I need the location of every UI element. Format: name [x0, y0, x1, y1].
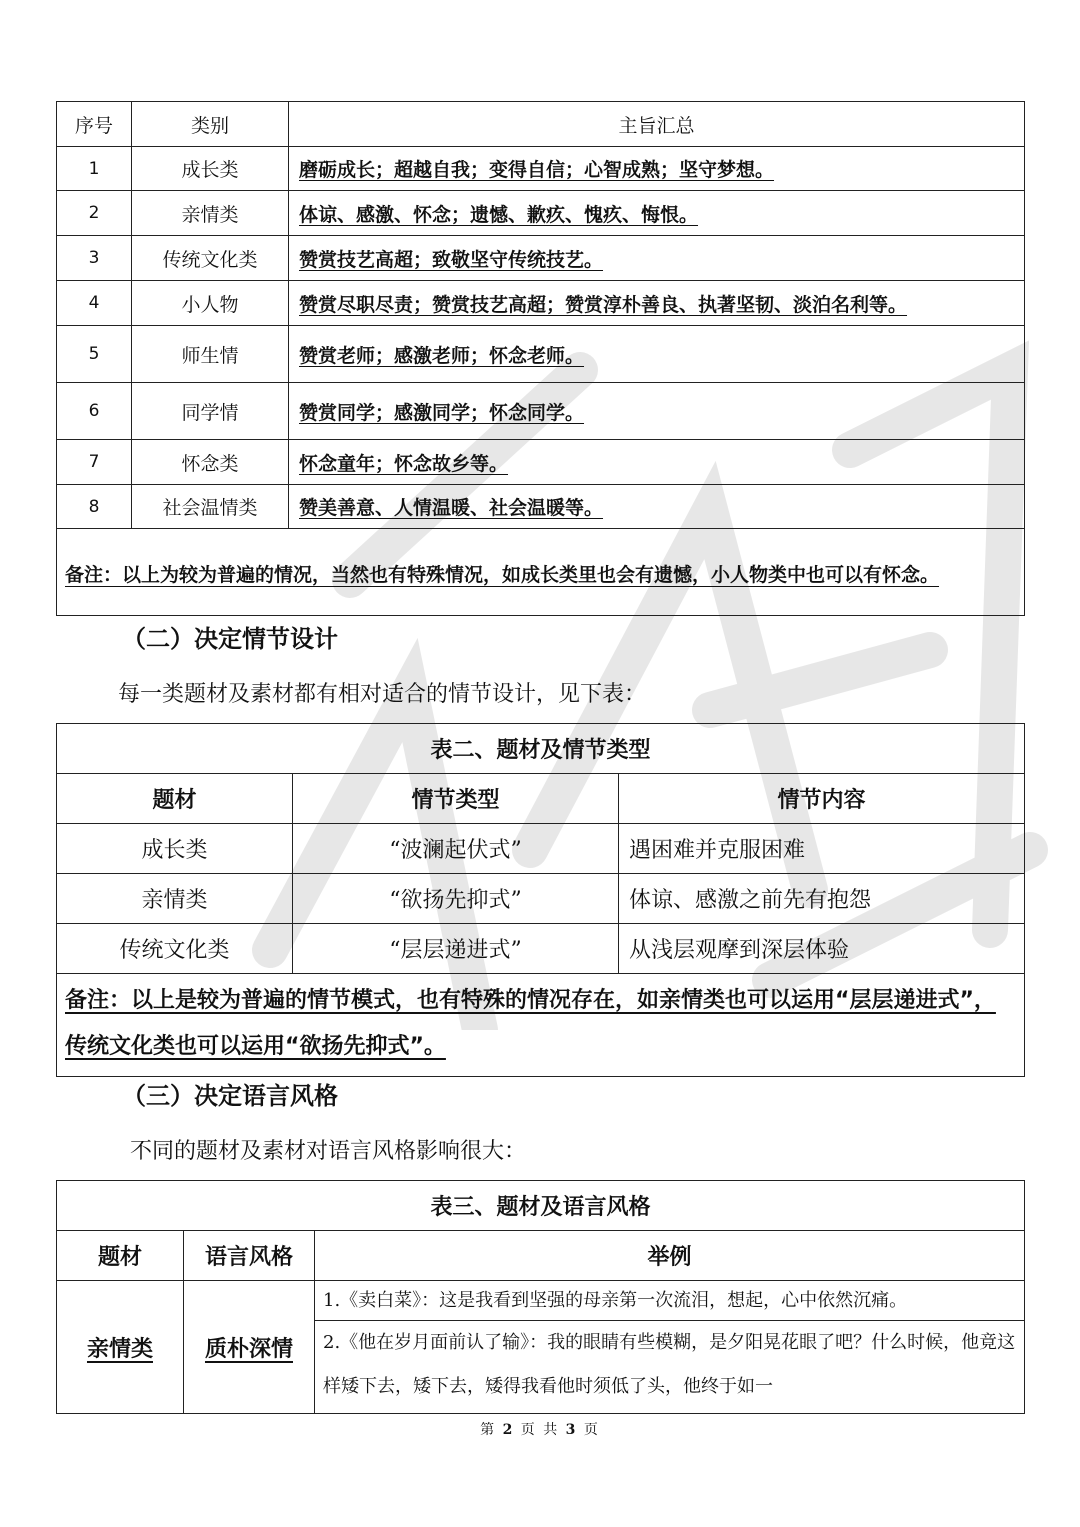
row-plot-type: “波澜起伏式”: [293, 824, 619, 874]
row-number: 7: [57, 440, 132, 485]
language-style-table: [56, 1180, 1025, 1414]
header-cell: 语言风格: [184, 1231, 315, 1281]
plot-type-table: [56, 723, 1025, 1077]
table-header-row: [57, 102, 1025, 147]
table-note-row: [57, 529, 1025, 616]
row-subject: 亲情类: [57, 874, 293, 924]
table-row: [57, 383, 1025, 440]
table-row: [57, 1281, 1025, 1321]
row-subject: 亲情类: [57, 1281, 184, 1414]
row-summary: 怀念童年；怀念故乡等。: [289, 440, 1025, 485]
row-subject: 传统文化类: [57, 924, 293, 974]
row-plot-content: 从浅层观摩到深层体验: [619, 924, 1025, 974]
table-note: 备注：以上为较为普遍的情况，当然也有特殊情况，如成长类里也会有遗憾，小人物类中也可以有怀念。: [57, 529, 1025, 616]
footer-suffix: 页: [583, 1422, 600, 1438]
table-row: [57, 824, 1025, 874]
row-summary: 磨砺成长；超越自我；变得自信；心智成熟；坚守梦想。: [289, 147, 1025, 191]
row-category: 怀念类: [132, 440, 289, 485]
row-number: 8: [57, 485, 132, 529]
header-cell: 主旨汇总: [289, 102, 1025, 147]
row-subject: 成长类: [57, 824, 293, 874]
row-summary: 赞赏老师；感激老师；怀念老师。: [289, 326, 1025, 383]
row-number: 2: [57, 191, 132, 236]
header-cell: 类别: [132, 102, 289, 147]
header-cell: 情节类型: [293, 774, 619, 824]
row-language-style: 质朴深情: [184, 1281, 315, 1414]
footer-page-number: 2: [502, 1422, 515, 1438]
row-summary: 赞美善意、人情温暖、社会温暖等。: [289, 485, 1025, 529]
header-cell: 举例: [315, 1231, 1025, 1281]
table-row: [57, 326, 1025, 383]
footer-prefix: 第: [480, 1422, 497, 1438]
header-cell: 题材: [57, 1231, 184, 1281]
row-category: 亲情类: [132, 191, 289, 236]
section-intro-3: 不同的题材及素材对语言风格影响很大：: [130, 1139, 527, 1164]
row-number: 1: [57, 147, 132, 191]
table-title: 表三、题材及语言风格: [57, 1181, 1025, 1231]
table-title-row: [57, 1181, 1025, 1231]
table-row: [57, 485, 1025, 529]
row-summary: 赞赏技艺高超；致敬坚守传统技艺。: [289, 236, 1025, 281]
section-heading-3: （三）决定语言风格: [122, 1082, 338, 1110]
row-category: 社会温情类: [132, 485, 289, 529]
row-category: 师生情: [132, 326, 289, 383]
row-category: 成长类: [132, 147, 289, 191]
table-note: 备注：以上是较为普遍的情节模式，也有特殊的情况存在，如亲情类也可以运用“层层递进式”，传统文化类也可以运用“欲扬先抑式”。: [57, 974, 1025, 1077]
table-row: [57, 147, 1025, 191]
row-number: 5: [57, 326, 132, 383]
header-cell: 情节内容: [619, 774, 1025, 824]
row-plot-content: 遇困难并克服困难: [619, 824, 1025, 874]
table-note-row: [57, 974, 1025, 1077]
table-row: [57, 281, 1025, 326]
row-category: 小人物: [132, 281, 289, 326]
row-plot-type: “层层递进式”: [293, 924, 619, 974]
row-summary: 体谅、感激、怀念；遗憾、歉疚、愧疚、悔恨。: [289, 191, 1025, 236]
row-example: 2.《他在岁月面前认了输》：我的眼睛有些模糊，是夕阳晃花眼了吧？什么时候，他竟这样矮下去，矮下去，矮得我看他时须低了头，他终于如一: [315, 1321, 1025, 1414]
table-row: [57, 440, 1025, 485]
row-category: 传统文化类: [132, 236, 289, 281]
table-title: 表二、题材及情节类型: [57, 724, 1025, 774]
table-row: [57, 236, 1025, 281]
table-row: [57, 191, 1025, 236]
table-row: [57, 874, 1025, 924]
row-number: 4: [57, 281, 132, 326]
row-plot-type: “欲扬先抑式”: [293, 874, 619, 924]
footer-total-pages: 3: [565, 1422, 578, 1438]
row-plot-content: 体谅、感激之前先有抱怨: [619, 874, 1025, 924]
table-title-row: [57, 724, 1025, 774]
section-intro-2: 每一类题材及素材都有相对适合的情节设计，见下表：: [118, 682, 647, 707]
section-heading-2: （二）决定情节设计: [122, 625, 338, 653]
header-cell: 题材: [57, 774, 293, 824]
theme-summary-table: [56, 101, 1025, 616]
header-cell: 序号: [57, 102, 132, 147]
page-footer: [0, 1419, 1080, 1439]
row-example: 1.《卖白菜》：这是我看到坚强的母亲第一次流泪，想起，心中依然沉痛。: [315, 1281, 1025, 1321]
footer-mid: 页 共: [520, 1422, 560, 1438]
row-number: 6: [57, 383, 132, 440]
table-row: [57, 924, 1025, 974]
table-header-row: [57, 1231, 1025, 1281]
row-summary: 赞赏同学；感激同学；怀念同学。: [289, 383, 1025, 440]
row-number: 3: [57, 236, 132, 281]
row-summary: 赞赏尽职尽责；赞赏技艺高超；赞赏淳朴善良、执著坚韧、淡泊名利等。: [289, 281, 1025, 326]
row-category: 同学情: [132, 383, 289, 440]
table-header-row: [57, 774, 1025, 824]
